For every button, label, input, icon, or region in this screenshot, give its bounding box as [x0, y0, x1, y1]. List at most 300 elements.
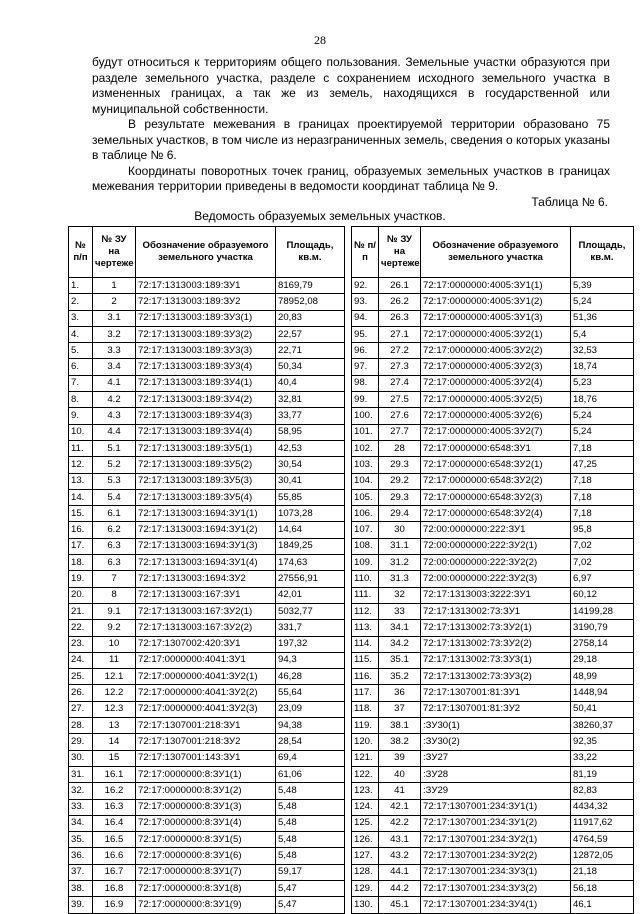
cell-plot-designation: 72:17:1313002:73:ЗУ3(2) — [421, 669, 571, 685]
cell-row-number: 37. — [69, 864, 93, 880]
cell-area: 21,18 — [571, 864, 634, 880]
cell-plot-designation: 72:17:0000000:8:ЗУ1(6) — [136, 848, 276, 864]
cell-plot-designation: 72:17:1307001:81:ЗУ1 — [421, 685, 571, 701]
cell-row-number: 9. — [69, 408, 93, 424]
cell-plot-on-drawing: 1 — [93, 278, 136, 294]
cell-plot-designation: 72:17:0000000:6548:ЗУ2(1) — [421, 457, 571, 473]
cell-plot-designation: 72:17:0000000:8:ЗУ1(5) — [136, 832, 276, 848]
cell-plot-on-drawing: 4.3 — [93, 408, 136, 424]
cell-plot-on-drawing: 4.1 — [93, 375, 136, 391]
cell-row-number: 33. — [69, 799, 93, 815]
cell-row-number: 124. — [352, 799, 379, 815]
cell-plot-on-drawing: 27.3 — [379, 359, 421, 375]
table-row — [352, 603, 634, 619]
cell-row-number: 119. — [352, 718, 379, 734]
cell-row-number: 32. — [69, 783, 93, 799]
cell-area: 2758,14 — [571, 636, 634, 652]
cell-plot-on-drawing: 12.3 — [93, 701, 136, 717]
cell-plot-on-drawing: 44.1 — [379, 864, 421, 880]
cell-area: 20,83 — [276, 310, 345, 326]
table-row — [69, 603, 345, 619]
cell-plot-designation: 72:17:0000000:8:ЗУ1(4) — [136, 815, 276, 831]
cell-plot-on-drawing: 16.7 — [93, 864, 136, 880]
table-row — [69, 571, 345, 587]
cell-plot-on-drawing: 41 — [379, 783, 421, 799]
cell-row-number: 11. — [69, 440, 93, 456]
table-row — [69, 343, 345, 359]
table-row — [352, 652, 634, 668]
cell-plot-on-drawing: 16.6 — [93, 848, 136, 864]
table-row — [352, 636, 634, 652]
cell-area: 27556,91 — [276, 571, 345, 587]
cell-area: 94,3 — [276, 652, 345, 668]
table-row — [352, 734, 634, 750]
cell-plot-on-drawing: 33 — [379, 603, 421, 619]
header-plot-on-drawing: № ЗУ на чертеже — [379, 227, 421, 278]
cell-row-number: 18. — [69, 555, 93, 571]
table-row — [352, 848, 634, 864]
cell-plot-on-drawing: 6.3 — [93, 555, 136, 571]
table-row — [352, 375, 634, 391]
cell-area: 7,18 — [571, 506, 634, 522]
cell-plot-on-drawing: 5.2 — [93, 457, 136, 473]
paragraph-3: Координаты поворотных точек границ, образуемых земельных участков в границах межевания территории приведены в ведомости координат таблица № 9. — [92, 163, 610, 193]
cell-area: 5,24 — [571, 424, 634, 440]
cell-plot-on-drawing: 5.1 — [93, 440, 136, 456]
table-row — [352, 571, 634, 587]
cell-plot-designation: 72:17:1313003:167:ЗУ2(2) — [136, 620, 276, 636]
cell-row-number: 7. — [69, 375, 93, 391]
cell-area: 30,41 — [276, 473, 345, 489]
cell-plot-on-drawing: 16.2 — [93, 783, 136, 799]
cell-row-number: 8. — [69, 392, 93, 408]
table-row — [69, 848, 345, 864]
cell-plot-on-drawing: 16.1 — [93, 766, 136, 782]
cell-area: 28,54 — [276, 734, 345, 750]
table-row — [69, 278, 345, 294]
cell-area: 58,95 — [276, 424, 345, 440]
cell-row-number: 97. — [352, 359, 379, 375]
cell-area: 48,99 — [571, 669, 634, 685]
cell-plot-on-drawing: 6.2 — [93, 522, 136, 538]
cell-area: 32,53 — [571, 343, 634, 359]
cell-plot-designation: 72:17:1307001:81:ЗУ2 — [421, 701, 571, 717]
cell-plot-on-drawing: 27.4 — [379, 375, 421, 391]
table-number: Таблица № 6. — [531, 195, 608, 209]
cell-plot-on-drawing: 16.9 — [93, 897, 136, 913]
table-row — [352, 587, 634, 603]
cell-area: 46,28 — [276, 669, 345, 685]
cell-area: 33,77 — [276, 408, 345, 424]
cell-plot-designation: 72:17:0000000:4041:ЗУ2(1) — [136, 669, 276, 685]
table-row — [69, 750, 345, 766]
cell-plot-designation: 72:17:0000000:4005:ЗУ1(3) — [421, 310, 571, 326]
cell-area: 14199,28 — [571, 603, 634, 619]
cell-plot-on-drawing: 3.1 — [93, 310, 136, 326]
cell-plot-designation: 72:17:1313002:73:ЗУ3(1) — [421, 652, 571, 668]
table-row — [69, 294, 345, 310]
table-row — [69, 766, 345, 782]
cell-area: 5,48 — [276, 815, 345, 831]
cell-row-number: 21. — [69, 603, 93, 619]
cell-plot-designation: 72:17:0000000:8:ЗУ1(1) — [136, 766, 276, 782]
cell-row-number: 24. — [69, 652, 93, 668]
cell-area: 7,02 — [571, 538, 634, 554]
cell-plot-on-drawing: 4.2 — [93, 392, 136, 408]
cell-row-number: 36. — [69, 848, 93, 864]
cell-plot-on-drawing: 38.2 — [379, 734, 421, 750]
table-row — [352, 522, 634, 538]
cell-row-number: 31. — [69, 766, 93, 782]
header-row-number: № п/п — [352, 227, 379, 278]
cell-row-number: 29. — [69, 734, 93, 750]
cell-row-number: 123. — [352, 783, 379, 799]
cell-plot-on-drawing: 30 — [379, 522, 421, 538]
cell-row-number: 22. — [69, 620, 93, 636]
cell-area: 18,74 — [571, 359, 634, 375]
cell-plot-on-drawing: 8 — [93, 587, 136, 603]
cell-plot-designation: 72:17:0000000:4041:ЗУ2(3) — [136, 701, 276, 717]
cell-row-number: 30. — [69, 750, 93, 766]
cell-area: 7,02 — [571, 555, 634, 571]
cell-plot-designation: 72:17:1313003:189:ЗУ5(2) — [136, 457, 276, 473]
cell-plot-on-drawing: 35.2 — [379, 669, 421, 685]
cell-plot-on-drawing: 44.2 — [379, 880, 421, 896]
cell-area: 14,64 — [276, 522, 345, 538]
cell-plot-designation: 72:17:0000000:6548:ЗУ2(4) — [421, 506, 571, 522]
table-row — [69, 799, 345, 815]
cell-plot-on-drawing: 40 — [379, 766, 421, 782]
cell-plot-designation: 72:17:0000000:4005:ЗУ2(4) — [421, 375, 571, 391]
cell-plot-on-drawing: 29.4 — [379, 506, 421, 522]
table-row — [352, 359, 634, 375]
cell-row-number: 130. — [352, 897, 379, 913]
cell-plot-on-drawing: 9.1 — [93, 603, 136, 619]
table-row — [69, 522, 345, 538]
cell-plot-on-drawing: 16.4 — [93, 815, 136, 831]
header-plot-designation: Обозначение образуемого земельного участка — [421, 227, 571, 278]
cell-plot-designation: 72:17:1307001:234:ЗУ2(2) — [421, 848, 571, 864]
cell-plot-on-drawing: 45.1 — [379, 897, 421, 913]
cell-row-number: 4. — [69, 326, 93, 342]
cell-row-number: 115. — [352, 652, 379, 668]
cell-plot-on-drawing: 26.2 — [379, 294, 421, 310]
cell-area: 23,09 — [276, 701, 345, 717]
table-row — [69, 457, 345, 473]
table-row — [352, 832, 634, 848]
header-plot-on-drawing: № ЗУ на чертеже — [93, 227, 136, 278]
cell-row-number: 109. — [352, 555, 379, 571]
cell-row-number: 117. — [352, 685, 379, 701]
cell-plot-designation: 72:17:1313003:189:ЗУ3(2) — [136, 326, 276, 342]
cell-area: 61,06 — [276, 766, 345, 782]
header-row-number: № п/п — [69, 227, 93, 278]
cell-plot-on-drawing: 34.2 — [379, 636, 421, 652]
table-row — [352, 718, 634, 734]
cell-plot-on-drawing: 9.2 — [93, 620, 136, 636]
cell-plot-on-drawing: 5.3 — [93, 473, 136, 489]
table-row — [69, 473, 345, 489]
cell-plot-designation: 72:17:1313003:189:ЗУ3(1) — [136, 310, 276, 326]
cell-plot-on-drawing: 7 — [93, 571, 136, 587]
cell-area: 5,48 — [276, 832, 345, 848]
cell-row-number: 98. — [352, 375, 379, 391]
cell-plot-on-drawing: 43.2 — [379, 848, 421, 864]
table-row — [352, 701, 634, 717]
cell-plot-designation: 72:17:1313003:189:ЗУ4(4) — [136, 424, 276, 440]
cell-area: 7,18 — [571, 440, 634, 456]
cell-plot-designation: 72:17:1313002:73:ЗУ2(2) — [421, 636, 571, 652]
cell-plot-on-drawing: 2 — [93, 294, 136, 310]
table-row — [69, 701, 345, 717]
table-row — [352, 669, 634, 685]
cell-area: 60,12 — [571, 587, 634, 603]
cell-plot-on-drawing: 37 — [379, 701, 421, 717]
table-row — [352, 620, 634, 636]
cell-area: 174,63 — [276, 555, 345, 571]
cell-row-number: 95. — [352, 326, 379, 342]
cell-row-number: 1. — [69, 278, 93, 294]
cell-plot-designation: 72:17:1313003:189:ЗУ2 — [136, 294, 276, 310]
cell-area: 32,81 — [276, 392, 345, 408]
cell-plot-designation: 72:17:1307001:234:ЗУ4(1) — [421, 897, 571, 913]
cell-plot-on-drawing: 42.2 — [379, 815, 421, 831]
cell-plot-on-drawing: 38.1 — [379, 718, 421, 734]
table-row — [69, 424, 345, 440]
cell-plot-on-drawing: 29.3 — [379, 457, 421, 473]
cell-area: 5,24 — [571, 408, 634, 424]
cell-plot-designation: 72:00:0000000:222:ЗУ2(2) — [421, 555, 571, 571]
cell-area: 69,4 — [276, 750, 345, 766]
cell-plot-on-drawing: 13 — [93, 718, 136, 734]
cell-area: 22,57 — [276, 326, 345, 342]
cell-plot-designation: 72:17:1313003:189:ЗУ3(3) — [136, 343, 276, 359]
table-row — [352, 408, 634, 424]
cell-row-number: 99. — [352, 392, 379, 408]
cell-row-number: 25. — [69, 669, 93, 685]
cell-plot-on-drawing: 3.4 — [93, 359, 136, 375]
cell-area: 7,18 — [571, 473, 634, 489]
cell-area: 12872,05 — [571, 848, 634, 864]
cell-area: 4764,59 — [571, 832, 634, 848]
cell-row-number: 101. — [352, 424, 379, 440]
table-row — [352, 538, 634, 554]
land-plots-table-left — [68, 226, 345, 914]
cell-plot-designation: :ЗУ29 — [421, 783, 571, 799]
cell-row-number: 125. — [352, 815, 379, 831]
table-row — [352, 864, 634, 880]
cell-plot-designation: 72:17:1307001:218:ЗУ1 — [136, 718, 276, 734]
table-row — [69, 880, 345, 896]
cell-plot-on-drawing: 28 — [379, 440, 421, 456]
cell-plot-on-drawing: 29.2 — [379, 473, 421, 489]
cell-area: 29,18 — [571, 652, 634, 668]
cell-area: 1448,94 — [571, 685, 634, 701]
cell-plot-designation: 72:00:0000000:222:ЗУ2(1) — [421, 538, 571, 554]
cell-plot-on-drawing: 5.4 — [93, 489, 136, 505]
cell-area: 22,71 — [276, 343, 345, 359]
table-row — [352, 294, 634, 310]
cell-row-number: 26. — [69, 685, 93, 701]
land-plots-table-right — [351, 226, 634, 914]
table-row — [352, 278, 634, 294]
cell-plot-on-drawing: 3.3 — [93, 343, 136, 359]
cell-plot-designation: 72:17:1313002:73:ЗУ2(1) — [421, 620, 571, 636]
cell-area: 8169,79 — [276, 278, 345, 294]
cell-row-number: 15. — [69, 506, 93, 522]
cell-area: 18,76 — [571, 392, 634, 408]
cell-area: 11917,62 — [571, 815, 634, 831]
cell-row-number: 120. — [352, 734, 379, 750]
cell-area: 42,01 — [276, 587, 345, 603]
cell-area: 5,48 — [276, 783, 345, 799]
cell-plot-designation: 72:17:1313003:1694:ЗУ1(4) — [136, 555, 276, 571]
table-row — [69, 506, 345, 522]
cell-plot-on-drawing: 10 — [93, 636, 136, 652]
cell-row-number: 20. — [69, 587, 93, 603]
cell-plot-designation: 72:17:0000000:4005:ЗУ1(1) — [421, 278, 571, 294]
cell-plot-on-drawing: 3.2 — [93, 326, 136, 342]
cell-row-number: 93. — [352, 294, 379, 310]
cell-plot-designation: 72:17:0000000:8:ЗУ1(2) — [136, 783, 276, 799]
table-row — [69, 864, 345, 880]
table-row — [69, 408, 345, 424]
cell-plot-on-drawing: 4.4 — [93, 424, 136, 440]
table-row — [352, 392, 634, 408]
cell-row-number: 6. — [69, 359, 93, 375]
cell-area: 50,34 — [276, 359, 345, 375]
cell-plot-designation: 72:17:0000000:6548:ЗУ2(3) — [421, 489, 571, 505]
cell-row-number: 129. — [352, 880, 379, 896]
cell-area: 38260,37 — [571, 718, 634, 734]
cell-row-number: 122. — [352, 766, 379, 782]
cell-plot-on-drawing: 15 — [93, 750, 136, 766]
cell-area: 42,53 — [276, 440, 345, 456]
table-row — [69, 685, 345, 701]
cell-row-number: 96. — [352, 343, 379, 359]
cell-row-number: 106. — [352, 506, 379, 522]
table-row — [352, 424, 634, 440]
cell-row-number: 39. — [69, 897, 93, 913]
cell-row-number: 113. — [352, 620, 379, 636]
cell-row-number: 23. — [69, 636, 93, 652]
cell-plot-designation: 72:17:0000000:8:ЗУ1(9) — [136, 897, 276, 913]
cell-plot-on-drawing: 31.2 — [379, 555, 421, 571]
table-row — [352, 457, 634, 473]
cell-row-number: 128. — [352, 864, 379, 880]
cell-area: 5,48 — [276, 848, 345, 864]
cell-row-number: 127. — [352, 848, 379, 864]
table-header-row — [69, 227, 345, 278]
cell-row-number: 10. — [69, 424, 93, 440]
cell-row-number: 28. — [69, 718, 93, 734]
table-row — [352, 799, 634, 815]
cell-plot-designation: 72:17:1313003:167:ЗУ1 — [136, 587, 276, 603]
cell-plot-on-drawing: 16.8 — [93, 880, 136, 896]
cell-plot-designation: 72:17:0000000:8:ЗУ1(3) — [136, 799, 276, 815]
cell-row-number: 104. — [352, 473, 379, 489]
cell-row-number: 3. — [69, 310, 93, 326]
cell-area: 5,23 — [571, 375, 634, 391]
table-row — [69, 669, 345, 685]
cell-plot-on-drawing: 27.2 — [379, 343, 421, 359]
cell-area: 81,19 — [571, 766, 634, 782]
table-row — [352, 506, 634, 522]
cell-plot-designation: 72:17:1313003:189:ЗУ4(1) — [136, 375, 276, 391]
table-row — [352, 880, 634, 896]
header-area: Площадь, кв.м. — [571, 227, 634, 278]
cell-plot-designation: 72:17:0000000:4041:ЗУ1 — [136, 652, 276, 668]
cell-row-number: 16. — [69, 522, 93, 538]
cell-area: 30,54 — [276, 457, 345, 473]
table-row — [352, 815, 634, 831]
cell-plot-designation: 72:17:1313002:73:ЗУ1 — [421, 603, 571, 619]
table-row — [352, 489, 634, 505]
cell-area: 1073,28 — [276, 506, 345, 522]
table-row — [352, 310, 634, 326]
cell-plot-designation: 72:17:1313003:3222:ЗУ1 — [421, 587, 571, 603]
table-row — [352, 555, 634, 571]
cell-row-number: 92. — [352, 278, 379, 294]
cell-area: 1849,25 — [276, 538, 345, 554]
cell-plot-on-drawing: 27.1 — [379, 326, 421, 342]
cell-plot-on-drawing: 11 — [93, 652, 136, 668]
cell-plot-on-drawing: 27.7 — [379, 424, 421, 440]
cell-plot-designation: 72:17:1313003:189:ЗУ3(4) — [136, 359, 276, 375]
table-row — [352, 685, 634, 701]
table-row — [69, 652, 345, 668]
cell-row-number: 116. — [352, 669, 379, 685]
cell-area: 78952,08 — [276, 294, 345, 310]
table-row — [69, 359, 345, 375]
table-row — [69, 734, 345, 750]
cell-area: 6,97 — [571, 571, 634, 587]
cell-area: 56,18 — [571, 880, 634, 896]
cell-plot-on-drawing: 27.5 — [379, 392, 421, 408]
cell-plot-designation: 72:17:0000000:4041:ЗУ2(2) — [136, 685, 276, 701]
cell-plot-designation: 72:17:1313003:1694:ЗУ1(2) — [136, 522, 276, 538]
table-row — [69, 783, 345, 799]
cell-plot-designation: 72:00:0000000:222:ЗУ2(3) — [421, 571, 571, 587]
table-row — [352, 440, 634, 456]
table-row — [69, 718, 345, 734]
cell-area: 5,39 — [571, 278, 634, 294]
cell-row-number: 103. — [352, 457, 379, 473]
header-plot-designation: Обозначение образуемого земельного участка — [136, 227, 276, 278]
cell-row-number: 105. — [352, 489, 379, 505]
cell-area: 5,48 — [276, 799, 345, 815]
cell-plot-designation: 72:17:1313003:189:ЗУ1 — [136, 278, 276, 294]
table-row — [352, 783, 634, 799]
table-row — [69, 489, 345, 505]
cell-plot-designation: 72:17:0000000:8:ЗУ1(7) — [136, 864, 276, 880]
cell-plot-designation: 72:17:0000000:4005:ЗУ2(5) — [421, 392, 571, 408]
cell-row-number: 107. — [352, 522, 379, 538]
cell-plot-designation: 72:17:0000000:4005:ЗУ2(1) — [421, 326, 571, 342]
cell-area: 47,25 — [571, 457, 634, 473]
cell-plot-designation: :ЗУ30(1) — [421, 718, 571, 734]
table-row — [352, 473, 634, 489]
cell-plot-designation: 72:17:1307001:234:ЗУ1(2) — [421, 815, 571, 831]
cell-plot-designation: 72:17:1313003:1694:ЗУ2 — [136, 571, 276, 587]
cell-row-number: 34. — [69, 815, 93, 831]
cell-row-number: 2. — [69, 294, 93, 310]
cell-plot-designation: 72:17:1307001:234:ЗУ2(1) — [421, 832, 571, 848]
table-row — [69, 538, 345, 554]
cell-plot-designation: :ЗУ27 — [421, 750, 571, 766]
table-row — [69, 310, 345, 326]
paragraph-1: будут относиться к территориям общего пользования. Земельные участки образуются при разделе земельного участка, разделе с сохранением исходного земельного участка в измененных границах, а так же из земель, находящихся в государственной или муниципальной собственности. — [92, 55, 610, 116]
